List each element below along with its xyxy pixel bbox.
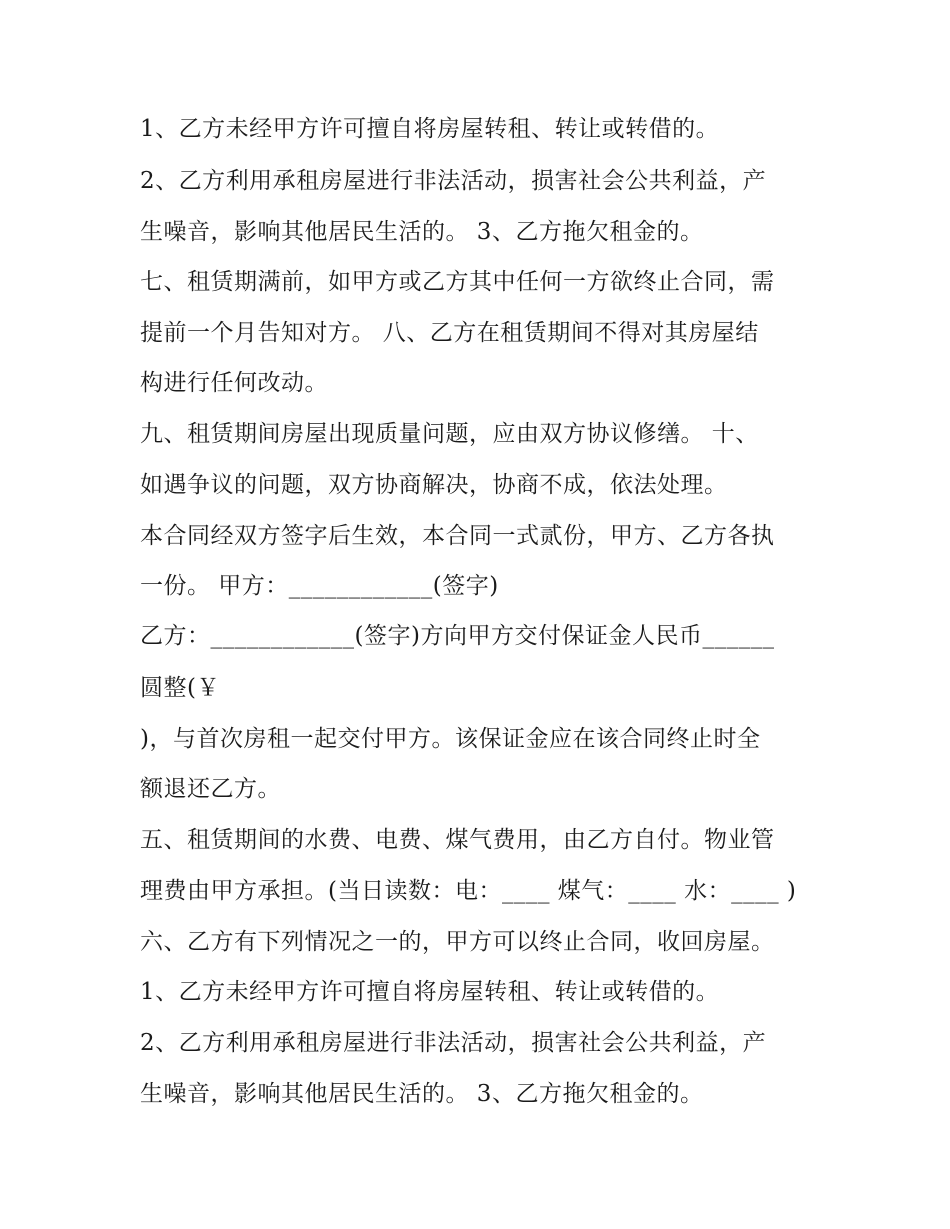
text-line: 一份。 甲方：____________(签字) [140, 573, 499, 599]
text-line: 额退还乙方。 [140, 776, 281, 802]
text-line: 五、租赁期间的水费、电费、煤气费用，由乙方自付。物业管 [140, 827, 775, 853]
text-line: 乙方：____________(签字)方向甲方交付保证金人民币______ [140, 623, 775, 649]
text-line: 提前一个月告知对方。 八、乙方在租赁期间不得对其房屋结 [140, 320, 759, 346]
text-line: 1、乙方未经甲方许可擅自将房屋转租、转让或转借的。 [140, 116, 720, 142]
text-line: 2、乙方利用承租房屋进行非法活动，损害社会公共利益，产 [140, 1030, 767, 1056]
text-line: 如遇争议的问题，双方协商解决，协商不成，依法处理。 [140, 472, 728, 498]
text-line: )，与首次房租一起交付甲方。该保证金应在该合同终止时全 [140, 726, 761, 752]
text-line: 九、租赁期间房屋出现质量问题，应由双方协议修缮。 十、 [140, 421, 759, 447]
text-line: 本合同经双方签字后生效，本合同一式贰份，甲方、乙方各执 [140, 523, 775, 549]
text-line: 2、乙方利用承租房屋进行非法活动，损害社会公共利益，产 [140, 168, 767, 194]
text-line: 生噪音，影响其他居民生活的。 3、乙方拖欠租金的。 [140, 219, 704, 245]
text-line: 七、租赁期满前，如甲方或乙方其中任何一方欲终止合同，需 [140, 269, 775, 295]
text-line: 构进行任何改动。 [140, 370, 328, 396]
text-line: 理费由甲方承担。(当日读数：电：____ 煤气：____ 水：____ ) [140, 878, 797, 904]
text-line: 圆整(￥ [140, 675, 220, 701]
text-line: 生噪音，影响其他居民生活的。 3、乙方拖欠租金的。 [140, 1081, 704, 1107]
text-line: 1、乙方未经甲方许可擅自将房屋转租、转让或转借的。 [140, 979, 720, 1005]
text-line: 六、乙方有下列情况之一的，甲方可以终止合同，收回房屋。 [140, 929, 775, 955]
